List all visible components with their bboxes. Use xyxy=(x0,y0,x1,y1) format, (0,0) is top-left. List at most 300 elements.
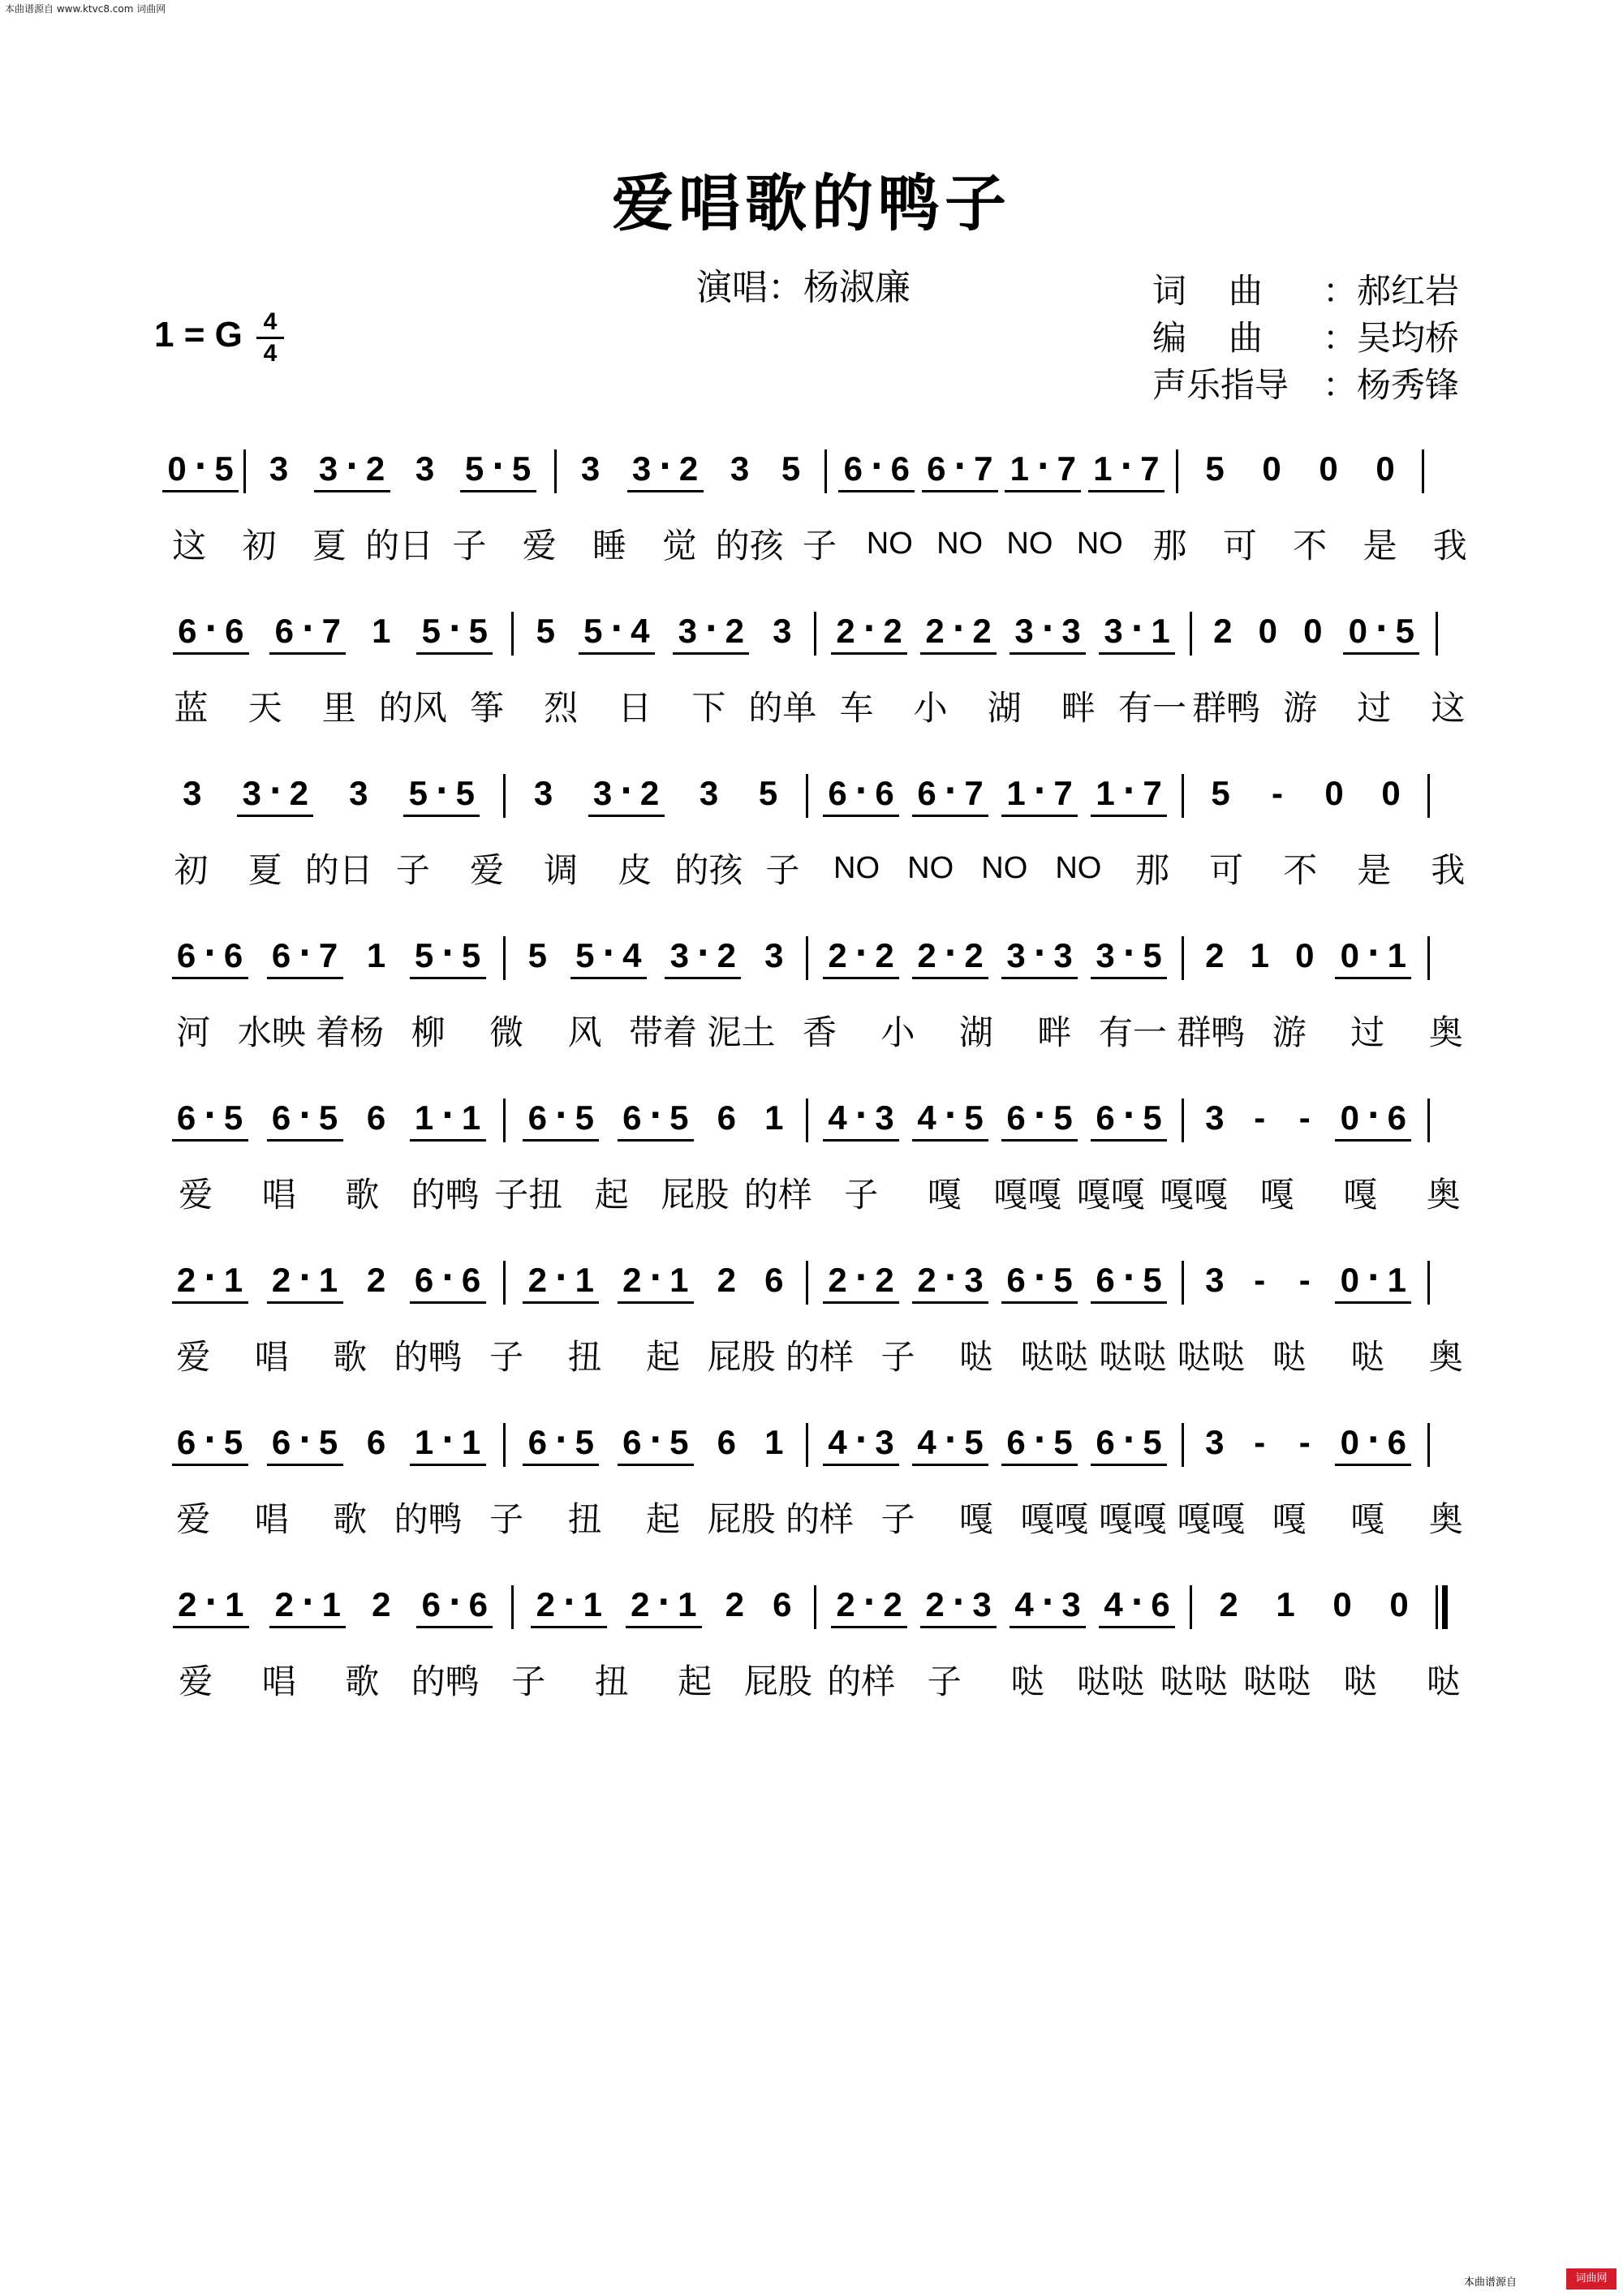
beat xyxy=(362,1420,391,1465)
measure xyxy=(246,446,554,511)
note: 6 xyxy=(1096,1261,1115,1299)
lyric-syllable: 是 xyxy=(1357,850,1392,890)
lyric-syllable: 爱 xyxy=(522,526,557,565)
note: 0 xyxy=(1340,1261,1359,1299)
lyric-syllable: 夏 xyxy=(312,526,347,565)
lyric-syllable: 歌 xyxy=(345,1175,380,1215)
note: 4 xyxy=(917,1423,936,1461)
note: 4 xyxy=(1104,1585,1123,1623)
beat xyxy=(178,771,207,816)
beat xyxy=(344,771,373,816)
beat xyxy=(523,1095,599,1142)
dot-mark: · xyxy=(554,1259,567,1296)
beat xyxy=(172,933,248,979)
time-signature-bottom: 4 xyxy=(263,340,278,367)
lyric-syllable: 起 xyxy=(594,1175,629,1215)
beat xyxy=(760,1420,789,1465)
note: 4 xyxy=(631,612,650,650)
note: 3 xyxy=(699,774,719,812)
measure xyxy=(154,771,503,836)
note: 5 xyxy=(1053,1261,1073,1299)
lyric-syllable: 唱 xyxy=(261,1175,296,1215)
note: 2 xyxy=(836,1585,855,1623)
note: 1 xyxy=(223,1261,243,1299)
lyric-syllable: 泥土 xyxy=(707,1013,776,1052)
lyric-syllable: 游 xyxy=(1283,688,1318,728)
lyric-syllable: 的鸭 xyxy=(411,1175,480,1215)
beat xyxy=(1343,608,1419,655)
lyric-syllable: 我 xyxy=(1431,850,1466,890)
lyric-syllable: 奥 xyxy=(1428,1013,1463,1052)
note: 6 xyxy=(875,774,894,812)
note: 3 xyxy=(964,1261,984,1299)
beat xyxy=(410,1258,486,1304)
beat xyxy=(1290,1095,1319,1141)
lyric-syllable: 的日 xyxy=(304,850,373,890)
beat xyxy=(626,1582,702,1628)
beat xyxy=(1371,446,1400,492)
note: 1 xyxy=(414,1099,434,1137)
dot-mark: · xyxy=(944,935,957,972)
note: 5 xyxy=(461,936,481,974)
key-signature: 1 = G xyxy=(154,315,243,355)
measure xyxy=(154,1258,503,1322)
note: 6 xyxy=(176,1423,196,1461)
score-system xyxy=(154,771,1485,933)
lyric-syllable: 的鸭 xyxy=(411,1662,480,1701)
beat xyxy=(237,771,313,817)
dot-mark: · xyxy=(435,772,448,810)
measure xyxy=(1184,1258,1427,1322)
note: 1 xyxy=(225,1585,244,1623)
note: 5 xyxy=(1143,1099,1162,1137)
notation-row xyxy=(154,446,1485,511)
dot-mark: · xyxy=(1367,1097,1380,1134)
dot-mark: · xyxy=(704,610,717,647)
note: 0 xyxy=(1340,1423,1359,1461)
beat xyxy=(267,1258,343,1304)
beat xyxy=(838,446,915,492)
lyric-syllable: 扭 xyxy=(567,1499,602,1539)
lyric-syllable: 柳 xyxy=(411,1013,446,1052)
note: 3 xyxy=(1104,612,1123,650)
lyric-syllable: 歌 xyxy=(333,1499,368,1539)
beat xyxy=(912,933,988,979)
note: 6 xyxy=(843,449,863,488)
beat xyxy=(1245,1420,1274,1465)
dot-mark: · xyxy=(301,1584,314,1621)
note: 1 xyxy=(461,1099,481,1137)
beat xyxy=(529,771,558,816)
note: 6 xyxy=(1006,1099,1026,1137)
note: 3 xyxy=(875,1423,894,1461)
dot-mark: · xyxy=(610,610,623,647)
beat xyxy=(912,1258,988,1304)
lyric-syllable: 风 xyxy=(567,1013,602,1052)
note: 5 xyxy=(964,1423,984,1461)
lyric-syllable: 湖 xyxy=(958,1013,993,1052)
beat xyxy=(576,446,605,492)
beat xyxy=(712,1258,741,1303)
beat xyxy=(1245,1258,1274,1303)
measure xyxy=(506,1258,806,1322)
dot-mark: · xyxy=(203,1421,217,1459)
beat xyxy=(267,1095,343,1142)
measure xyxy=(506,771,806,836)
note: 6 xyxy=(225,612,244,650)
beat xyxy=(1263,771,1292,816)
beat xyxy=(760,933,789,978)
note: 0 xyxy=(1389,1585,1409,1623)
beat xyxy=(1099,608,1175,655)
dot-mark: · xyxy=(1122,1097,1135,1134)
lyric-syllable: 嘎 xyxy=(1272,1499,1307,1539)
lyric-syllable: 初 xyxy=(242,526,277,565)
note: 5 xyxy=(1053,1423,1073,1461)
note: 7 xyxy=(321,612,341,650)
beat xyxy=(403,771,480,817)
beat xyxy=(1200,1095,1229,1141)
beat xyxy=(712,1420,741,1465)
lyric-syllable: 唱 xyxy=(254,1499,289,1539)
lyric-syllable: 屁股 xyxy=(707,1337,776,1377)
note: 7 xyxy=(964,774,984,812)
beat xyxy=(367,1582,396,1627)
beat xyxy=(618,1258,694,1304)
credit-row xyxy=(1152,268,1477,315)
lyric-syllable: 哒哒 xyxy=(1177,1337,1246,1377)
lyric-syllable: 哒 xyxy=(1426,1662,1461,1701)
dot-mark: · xyxy=(1122,772,1135,810)
note: 2 xyxy=(678,449,699,488)
lyric-syllable: 的单 xyxy=(748,688,817,728)
credit-role: 编曲 xyxy=(1152,318,1306,358)
dot-mark: · xyxy=(944,1259,957,1296)
note: 6 xyxy=(366,1099,386,1137)
measure xyxy=(808,1420,1182,1485)
note: 6 xyxy=(828,774,847,812)
measure xyxy=(1192,608,1436,673)
beat xyxy=(768,1582,797,1627)
note: 2 xyxy=(178,1585,197,1623)
note: 1 xyxy=(575,1261,594,1299)
dot-mark: · xyxy=(855,1259,867,1296)
note: 6 xyxy=(1387,1099,1406,1137)
note: 1 xyxy=(583,1585,602,1623)
note: 0 xyxy=(1381,774,1401,812)
beat xyxy=(777,446,806,492)
lyric-syllable: 着杨 xyxy=(316,1013,385,1052)
lyric-syllable: 起 xyxy=(646,1499,681,1539)
note: 3 xyxy=(592,774,613,812)
beat xyxy=(1257,446,1286,492)
note: 2 xyxy=(527,1261,547,1299)
lyric-syllable: 哒哒 xyxy=(1242,1662,1311,1701)
note: 0 xyxy=(167,449,187,488)
beat xyxy=(1290,1258,1319,1303)
note: 5 xyxy=(511,449,532,488)
note: 2 xyxy=(717,1261,736,1299)
notation-row xyxy=(154,933,1485,998)
lyrics-row xyxy=(154,511,1485,576)
measure xyxy=(154,1095,503,1160)
note: 2 xyxy=(1205,936,1225,974)
beat xyxy=(618,1420,694,1466)
beat xyxy=(1253,608,1282,654)
dot-mark: · xyxy=(1122,935,1135,972)
lyric-syllable: 里 xyxy=(321,688,356,728)
lyric-syllable: 哒 xyxy=(958,1337,993,1377)
beat xyxy=(173,608,249,655)
beat xyxy=(1091,1095,1167,1142)
beat xyxy=(760,1095,789,1141)
lyric-syllable: 子 xyxy=(765,850,800,890)
lyric-syllable: 哒哒 xyxy=(1020,1337,1089,1377)
dot-mark: · xyxy=(301,610,314,647)
lyric-syllable: 不 xyxy=(1283,850,1318,890)
dot-mark: · xyxy=(855,772,867,810)
beat xyxy=(1001,1420,1078,1466)
note: 0 xyxy=(1340,936,1359,974)
note: 3 xyxy=(1205,1423,1225,1461)
beat xyxy=(410,1420,486,1466)
dot-mark: · xyxy=(1033,1421,1046,1459)
note: 2 xyxy=(271,1261,291,1299)
note: 5 xyxy=(781,449,801,488)
beat xyxy=(823,933,899,979)
barline xyxy=(1436,1585,1448,1629)
credit-name: 吴均桥 xyxy=(1357,318,1460,358)
dot-mark: · xyxy=(204,610,217,647)
score-system xyxy=(154,1258,1485,1420)
note: 2 xyxy=(725,612,744,650)
lyrics-row xyxy=(154,673,1485,738)
lyric-syllable: 屁股 xyxy=(743,1662,812,1701)
lyric-syllable: 嘎嘎 xyxy=(1020,1499,1089,1539)
note: 5 xyxy=(414,936,434,974)
measure xyxy=(514,608,814,673)
dot-mark: · xyxy=(554,1097,567,1134)
note: 3 xyxy=(1053,936,1073,974)
note: 4 xyxy=(1014,1585,1034,1623)
note: 6 xyxy=(176,936,196,974)
dot-mark: · xyxy=(649,1259,662,1296)
notation-row xyxy=(154,1095,1485,1160)
dot-mark: · xyxy=(345,448,359,485)
lyric-syllable: NO xyxy=(907,850,954,885)
lyric-syllable: 子 xyxy=(489,1499,524,1539)
lyric-syllable: 爱 xyxy=(179,1662,213,1701)
dot-mark: · xyxy=(863,610,876,647)
note: 1 xyxy=(372,612,391,650)
beat xyxy=(265,446,294,492)
note: 2 xyxy=(964,936,984,974)
lyric-syllable: 过 xyxy=(1357,688,1392,728)
note: 5 xyxy=(223,1099,243,1137)
note: 2 xyxy=(725,1585,744,1623)
song-title: 爱唱歌的鸭子 xyxy=(612,167,1011,239)
dot-mark: · xyxy=(194,448,207,485)
lyric-syllable: NO xyxy=(833,850,880,885)
dot-mark: · xyxy=(298,1259,312,1296)
note: 6 xyxy=(1096,1099,1115,1137)
note: - xyxy=(1254,1261,1266,1299)
site-banner: 本曲谱源自 www.ktvc8.com 词曲网 xyxy=(5,3,166,15)
note: 1 xyxy=(764,1099,784,1137)
note: 5 xyxy=(1053,1099,1073,1137)
lyric-syllable: 日 xyxy=(618,688,652,728)
lyric-syllable: 微 xyxy=(489,1013,524,1052)
note: 5 xyxy=(1205,449,1225,488)
lyric-syllable: 的孩 xyxy=(715,526,784,565)
note: 4 xyxy=(622,936,642,974)
dot-mark: · xyxy=(952,610,965,647)
measure xyxy=(154,933,503,998)
beat xyxy=(1245,933,1274,978)
beat xyxy=(1290,1420,1319,1465)
note: 5 xyxy=(464,449,484,488)
lyric-syllable: NO xyxy=(1055,850,1102,885)
note: 6 xyxy=(271,936,291,974)
measure xyxy=(1184,1095,1427,1160)
lyric-syllable: 子 xyxy=(844,1175,879,1215)
note: 4 xyxy=(828,1423,847,1461)
beat xyxy=(570,933,647,979)
note: 5 xyxy=(1143,936,1162,974)
lyric-syllable: 哒哒 xyxy=(1160,1662,1229,1701)
beat xyxy=(1328,1582,1357,1627)
note: 1 xyxy=(1010,449,1029,488)
score xyxy=(154,446,1485,1744)
score-system xyxy=(154,1582,1485,1744)
lyric-syllable: 嘎 xyxy=(1259,1175,1294,1215)
lyric-syllable: 河 xyxy=(176,1013,211,1052)
footer-source: 本曲谱源自 xyxy=(1464,2277,1518,2289)
note: 0 xyxy=(1332,1585,1352,1623)
dot-mark: · xyxy=(944,1097,957,1134)
note: 5 xyxy=(421,612,441,650)
note: 0 xyxy=(1324,774,1344,812)
measure xyxy=(808,1095,1182,1160)
note: 2 xyxy=(631,1585,650,1623)
note: 2 xyxy=(883,612,902,650)
dot-mark: · xyxy=(1033,935,1046,972)
beat xyxy=(579,608,655,655)
lyric-syllable: 湖 xyxy=(987,688,1022,728)
note: 3 xyxy=(242,774,261,812)
dot-mark: · xyxy=(491,448,505,485)
note: 5 xyxy=(468,612,488,650)
beat xyxy=(823,1258,899,1304)
beat xyxy=(754,771,783,816)
beat xyxy=(1319,771,1349,816)
note: 1 xyxy=(414,1423,434,1461)
dot-mark: · xyxy=(1041,1584,1054,1621)
lyric-syllable: 这 xyxy=(172,526,207,565)
note: 3 xyxy=(1205,1099,1225,1137)
note: 0 xyxy=(1340,1099,1359,1137)
lyric-syllable: 小 xyxy=(913,688,948,728)
note: - xyxy=(1254,1423,1266,1461)
beat xyxy=(1245,1095,1274,1141)
notation-row xyxy=(154,1420,1485,1485)
lyric-syllable: 是 xyxy=(1363,526,1397,565)
lyric-syllable: 群鸭 xyxy=(1177,1013,1246,1052)
note: 2 xyxy=(925,612,945,650)
beat xyxy=(1200,1420,1229,1465)
beat xyxy=(362,933,391,978)
beat xyxy=(1091,771,1167,817)
beat xyxy=(1298,608,1328,654)
note: 6 xyxy=(421,1585,441,1623)
note: 0 xyxy=(1258,612,1277,650)
beat xyxy=(823,1095,899,1142)
note: 6 xyxy=(622,1099,642,1137)
note: 6 xyxy=(773,1585,792,1623)
note: 2 xyxy=(836,612,855,650)
note: 6 xyxy=(274,612,294,650)
lyric-syllable: 蓝 xyxy=(174,688,209,728)
dot-mark: · xyxy=(1367,1421,1380,1459)
lyric-syllable: 小 xyxy=(880,1013,915,1052)
score-system xyxy=(154,1420,1485,1582)
measure xyxy=(1192,1582,1436,1647)
note: 3 xyxy=(580,449,601,488)
note: 5 xyxy=(318,1099,338,1137)
beat xyxy=(1206,771,1235,816)
measure xyxy=(808,1258,1182,1322)
dot-mark: · xyxy=(448,610,461,647)
beat xyxy=(831,608,907,655)
lyric-syllable: 爱 xyxy=(179,1175,213,1215)
lyric-syllable: 奥 xyxy=(1428,1499,1463,1539)
note: 1 xyxy=(1387,1261,1406,1299)
note: - xyxy=(1298,1099,1311,1137)
dot-mark: · xyxy=(863,1584,876,1621)
barline xyxy=(1427,936,1430,980)
beat xyxy=(1314,446,1343,492)
lyric-syllable: 的样 xyxy=(785,1337,854,1377)
note: 7 xyxy=(1053,774,1073,812)
notation-row xyxy=(154,608,1485,673)
dot-mark: · xyxy=(203,1259,217,1296)
dot-mark: · xyxy=(562,1584,575,1621)
lyric-syllable: 哒 xyxy=(1272,1337,1307,1377)
measure xyxy=(1184,1420,1427,1485)
note: 1 xyxy=(1151,612,1170,650)
beat xyxy=(1099,1582,1175,1628)
note: 5 xyxy=(1211,774,1230,812)
dot-mark: · xyxy=(1036,448,1049,485)
lyric-syllable: 歌 xyxy=(345,1662,380,1701)
lyric-syllable: 扭 xyxy=(567,1337,602,1377)
beat xyxy=(269,608,346,655)
lyric-syllable: NO xyxy=(866,526,913,561)
lyric-syllable: NO xyxy=(936,526,984,561)
lyric-syllable: 屁股 xyxy=(707,1499,776,1539)
beat xyxy=(920,608,997,655)
beat xyxy=(665,933,741,979)
measure xyxy=(557,446,824,511)
beat xyxy=(912,771,988,817)
dot-mark: · xyxy=(203,1097,217,1134)
beat xyxy=(1335,1258,1411,1304)
note: 3 xyxy=(678,612,697,650)
credit-name: 杨秀锋 xyxy=(1357,365,1460,405)
measure xyxy=(1178,446,1422,511)
note: 0 xyxy=(1319,449,1338,488)
beat xyxy=(1001,771,1078,817)
